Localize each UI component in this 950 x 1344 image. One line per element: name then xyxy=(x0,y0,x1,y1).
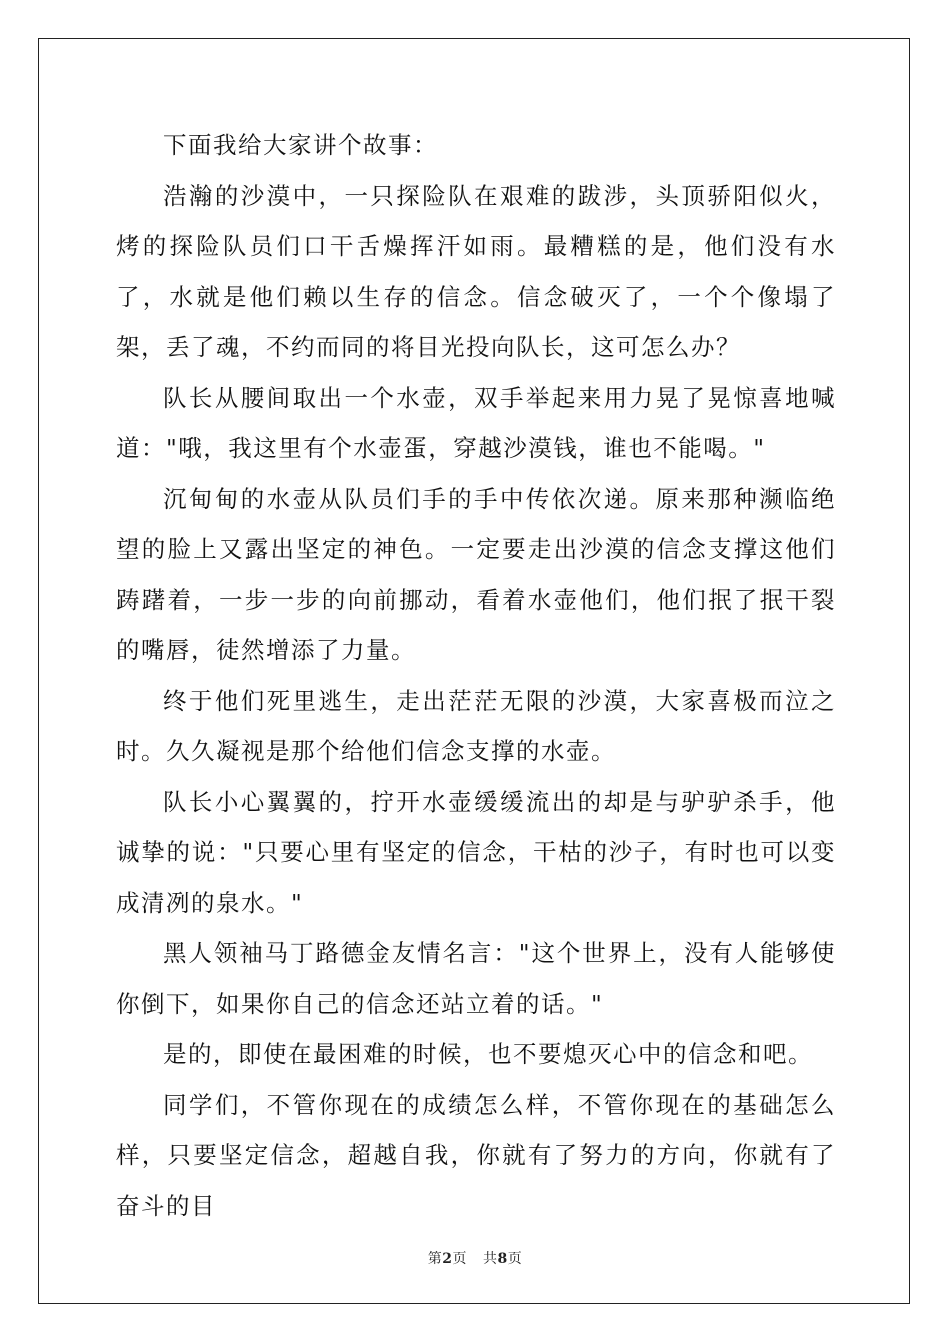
total-unit: 页 xyxy=(507,1251,523,1267)
paragraph-3: 队长从腰间取出一个水壶，双手举起来用力晃了晃惊喜地喊道："哦，我这里有个水壶蛋，穿越沙漠钱，谁也不能喝。" xyxy=(116,383,836,462)
page-total: 8 xyxy=(497,1251,508,1267)
document-body xyxy=(116,120,836,1231)
paragraph-4: 沉甸甸的水壶从队员们手的手中传依次递。原来那种濒临绝望的脸上又露出坚定的神色。一定要走出沙漠的信念支撑这他们踌躇着，一步一步的向前挪动，看着水壶他们，他们抿了抿干裂的嘴唇，徒然增添了力量。 xyxy=(116,484,836,664)
page-footer xyxy=(0,1248,950,1268)
paragraph-5: 终于他们死里逃生，走出茫茫无限的沙漠，大家喜极而泣之时。久久凝视是那个给他们信念支撑的水壶。 xyxy=(116,686,836,765)
paragraph-9: 同学们，不管你现在的成绩怎么样，不管你现在的基础怎么样，只要坚定信念，超越自我，你就有了努力的方向，你就有了奋斗的目 xyxy=(116,1090,836,1220)
paragraph-1: 下面我给大家讲个故事： xyxy=(163,131,438,159)
paragraph-2: 浩瀚的沙漠中，一只探险队在艰难的跋涉，头顶骄阳似火，烤的探险队员们口干舌燥挥汗如雨。最糟糕的是，他们没有水了，水就是他们赖以生存的信念。信念破灭了，一个个像塌了架，丢了魂，不约而同的将目光投向队长，这可怎么办？ xyxy=(116,181,836,361)
total-prefix: 共 xyxy=(483,1251,498,1267)
page-unit: 页 xyxy=(452,1251,467,1267)
page-current: 2 xyxy=(442,1251,453,1267)
paragraph-6: 队长小心翼翼的，拧开水壶缓缓流出的却是与驴驴杀手，他诚挚的说："只要心里有坚定的信念，干枯的沙子，有时也可以变成清冽的泉水。" xyxy=(116,787,836,917)
paragraph-7: 黑人领袖马丁路德金友情名言："这个世界上，没有人能够使你倒下，如果你自己的信念还站立着的话。" xyxy=(116,939,836,1018)
page-prefix: 第 xyxy=(427,1251,443,1267)
paragraph-8: 是的，即使在最困难的时候，也不要熄灭心中的信念和吧。 xyxy=(163,1040,813,1068)
